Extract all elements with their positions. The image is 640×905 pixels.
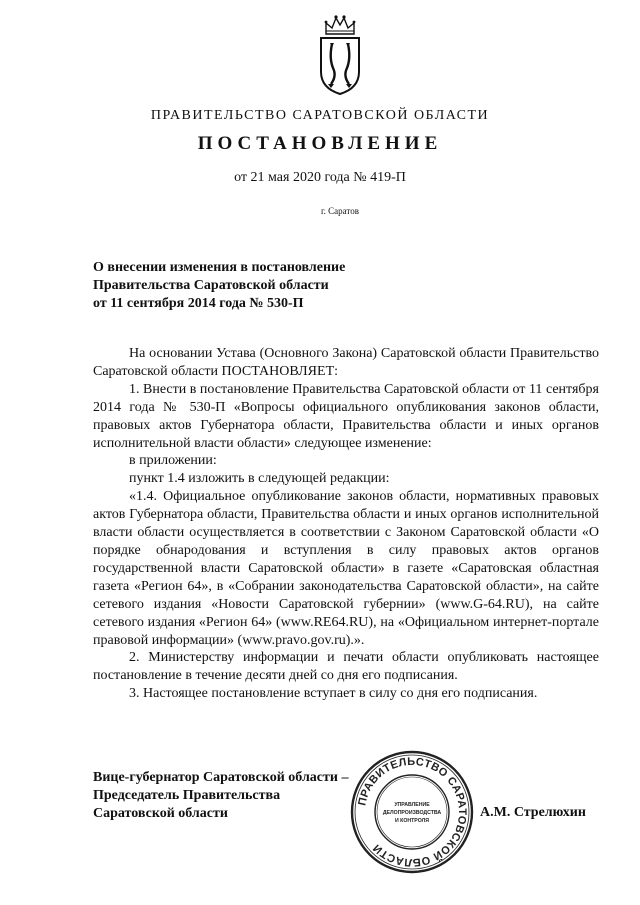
subject-line: Правительства Саратовской области [93, 278, 329, 293]
document-type: ПОСТАНОВЛЕНИЕ [197, 133, 443, 154]
official-stamp [348, 748, 476, 876]
position-line: Вице-губернатор Саратовской области – [93, 770, 349, 785]
position-line: Саратовской области [93, 806, 228, 821]
document-date-number: от 21 мая 2020 года № 419-П [234, 170, 406, 185]
body-paragraph-item-3: 3. Настоящее постановление вступает в силу со дня его подписания. [129, 686, 538, 702]
stamp-inner-line: УПРАВЛЕНИЕ [394, 802, 430, 808]
signatory-position [93, 769, 348, 823]
stamp-inner-line: ДЕЛОПРОИЗВОДСТВА [382, 810, 442, 816]
body-paragraph-point: пункт 1.4 изложить в следующей редакции: [129, 471, 390, 487]
body-paragraph-item-1: 1. Внести в постановление Правительства Саратовской области от 11 сентября 2014 года № 530-П «Вопросы официального опубликования законов области, правовых актов Губернатора области, Правительства области и иных органов исполнительной власти области» следующее изменение: [93, 381, 599, 451]
body-paragraph-item-2: 2. Министерству информации и печати области опубликовать настоящее постановление в течение десяти дней со дня его подписания. [93, 650, 599, 684]
body-paragraph-preamble: На основании Устава (Основного Закона) Саратовской области Правительство Саратовской области ПОСТАНОВЛЯЕТ: [93, 346, 599, 379]
document-body [93, 345, 599, 703]
subject-line: от 11 сентября 2014 года № 530-П [93, 296, 304, 311]
body-paragraph-appendix: в приложении: [129, 453, 217, 469]
position-line: Председатель Правительства [93, 788, 281, 803]
document-city: г. Саратов [321, 206, 359, 216]
stamp-inner-line: И КОНТРОЛЯ [395, 818, 429, 824]
signatory-name: А.М. Стрелюхин [480, 805, 586, 820]
body-paragraph-quote: «1.4. Официальное опубликование законов области, нормативных правовых актов Губернатора области, Правительства области и иных органов исполнительной власти области осуществляется в соответствии с Законом Саратовской области «О порядке обнародования и вступления в силу правовых актов органов государственной власти Саратовской области» в газете «Саратовская областная газета «Регион 64», в «Собрании законодательства Саратовской области», на сайте сетевого издания «Новости Саратовской губернии» (www.G-64.RU), на сайте сетевого издания «Регион 64» (www.RE64.RU), на «Официальном интернет-портале правовой информации» (www.pravo.gov.ru).». [93, 489, 599, 648]
document-subject [93, 259, 453, 313]
stamp-ring-text: ПРАВИТЕЛЬСТВО САРАТОВСКОЙ ОБЛАСТИ [356, 755, 469, 869]
subject-line: О внесении изменения в постановление [93, 260, 346, 275]
government-name: ПРАВИТЕЛЬСТВО САРАТОВСКОЙ ОБЛАСТИ [150, 108, 490, 123]
coat-of-arms-icon [318, 14, 362, 96]
